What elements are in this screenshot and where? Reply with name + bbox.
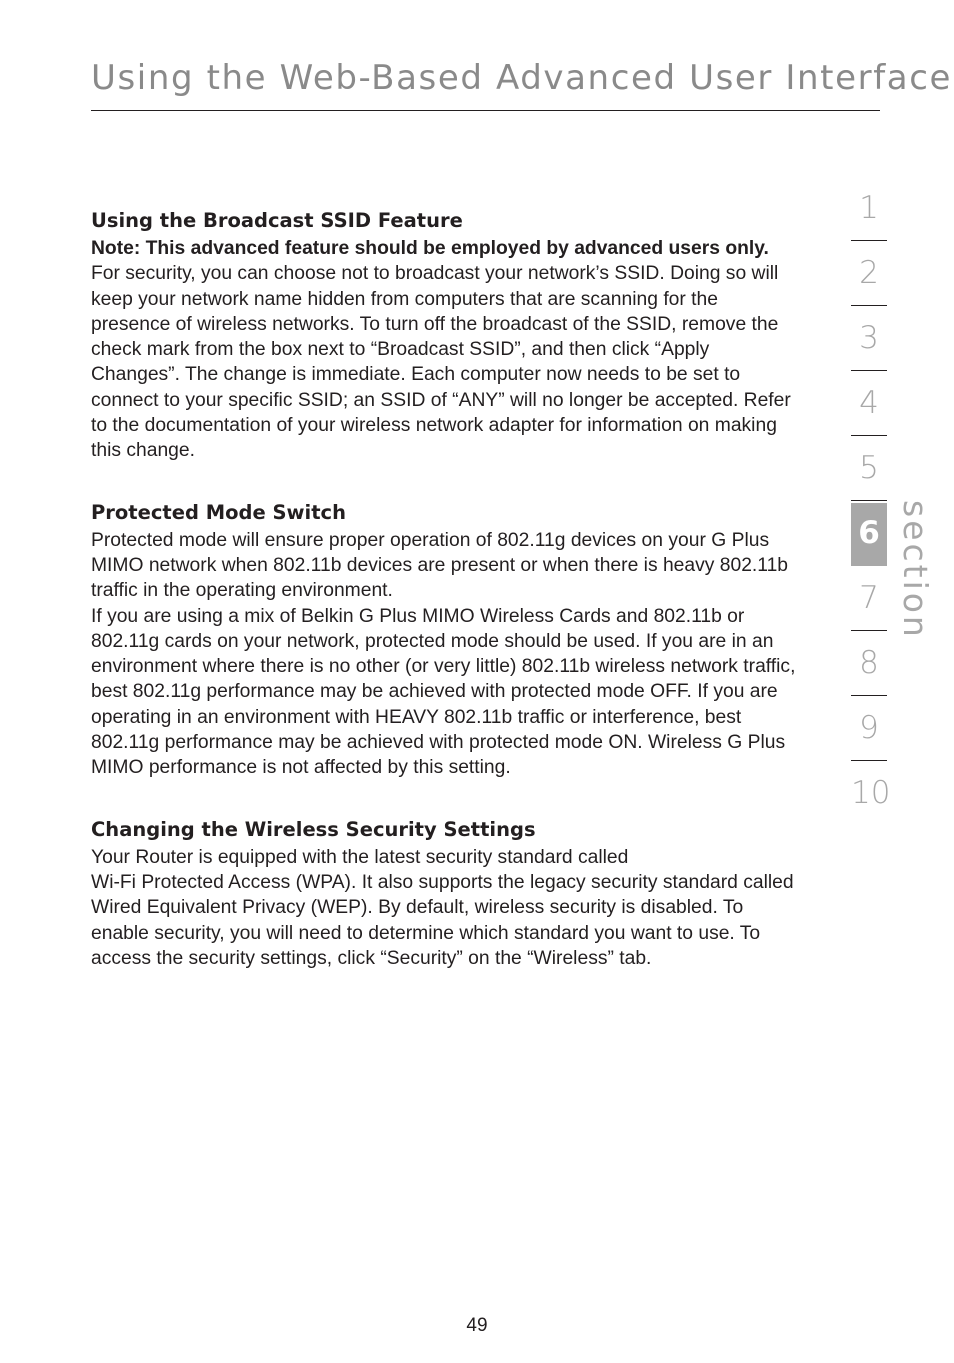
section-heading: Protected Mode Switch (91, 500, 346, 524)
section-number: 4 (859, 385, 879, 421)
section-nav-item-7 (851, 566, 887, 631)
section-number: 1 (859, 190, 879, 226)
wireless-security-section (91, 817, 801, 971)
section-number: 3 (859, 320, 879, 356)
section-nav-item-9 (851, 696, 887, 761)
section-body-continued: If you are using a mix of Belkin G Plus MIMO Wireless Cards and 802.11b or 802.11g cards on your network, protected mode should be used. If you are in an environment where there is no other (or very little) 802.11b wireless network traffic, best 802.11g performance may be achieved with protected mode OFF. If you are operating in an environment with HEAVY 802.11b traffic or interference, best 802.11g performance may be achieved with protected mode ON. Wireless G Plus MIMO performance is not affected by this setting. (91, 605, 796, 779)
section-number: 5 (859, 450, 879, 486)
section-nav-item-3 (851, 306, 887, 371)
page-title: Using the Web-Based Advanced User Interface (91, 58, 953, 98)
section-nav-item-4 (851, 371, 887, 436)
title-divider (91, 110, 880, 111)
page-number: 49 (466, 1315, 488, 1336)
section-body: Protected mode will ensure proper operation of 802.11g devices on your G Plus MIMO network when 802.11b devices are present or when there is heavy 802.11b traffic in the operating environment. (91, 529, 789, 602)
section-heading: Changing the Wireless Security Settings (91, 817, 536, 841)
section-nav-item-8 (851, 631, 887, 696)
note-text: Note: This advanced feature should be employed by advanced users only. (91, 238, 769, 259)
section-body (91, 236, 801, 464)
broadcast-ssid-section (91, 208, 801, 464)
main-content (91, 208, 801, 1007)
section-nav-item-5 (851, 436, 887, 501)
section-nav-item-2 (851, 241, 887, 306)
section-body-continued: Wi-Fi Protected Access (WPA). It also supports the legacy security standard called Wired Equivalent Privacy (WEP). By default, wireless security is disabled. To enable security, you will need to determine which standard you want to use. To access the security settings, click “Security” on the “Wireless” tab. (91, 871, 794, 969)
section-nav-item-6-active (851, 501, 887, 566)
section-number: 7 (859, 580, 879, 616)
section-nav-item-1 (851, 176, 887, 241)
section-number: 8 (859, 645, 879, 681)
section-number: 2 (859, 255, 879, 291)
protected-mode-section (91, 500, 801, 781)
section-body: Your Router is equipped with the latest security standard called (91, 846, 629, 868)
section-number: 10 (851, 775, 891, 811)
section-number: 6 (858, 515, 880, 551)
section-heading: Using the Broadcast SSID Feature (91, 209, 463, 232)
section-nav-item-10 (851, 761, 891, 826)
section-number: 9 (859, 710, 879, 746)
section-label: section (896, 500, 935, 640)
body-text: For security, you can choose not to broadcast your network’s SSID. Doing so will keep your network name hidden from computers that are scanning for the presence of wireless networks. To turn off the broadcast of the SSID, remove the check mark from the box next to “Broadcast SSID”, and then click “Apply Changes”. The change is immediate. Each computer now needs to be set to connect to your specific SSID; an SSID of “ANY” will no longer be accepted. Refer to the documentation of your wireless network adapter for information on making this change. (91, 263, 791, 462)
section-nav (851, 176, 891, 826)
